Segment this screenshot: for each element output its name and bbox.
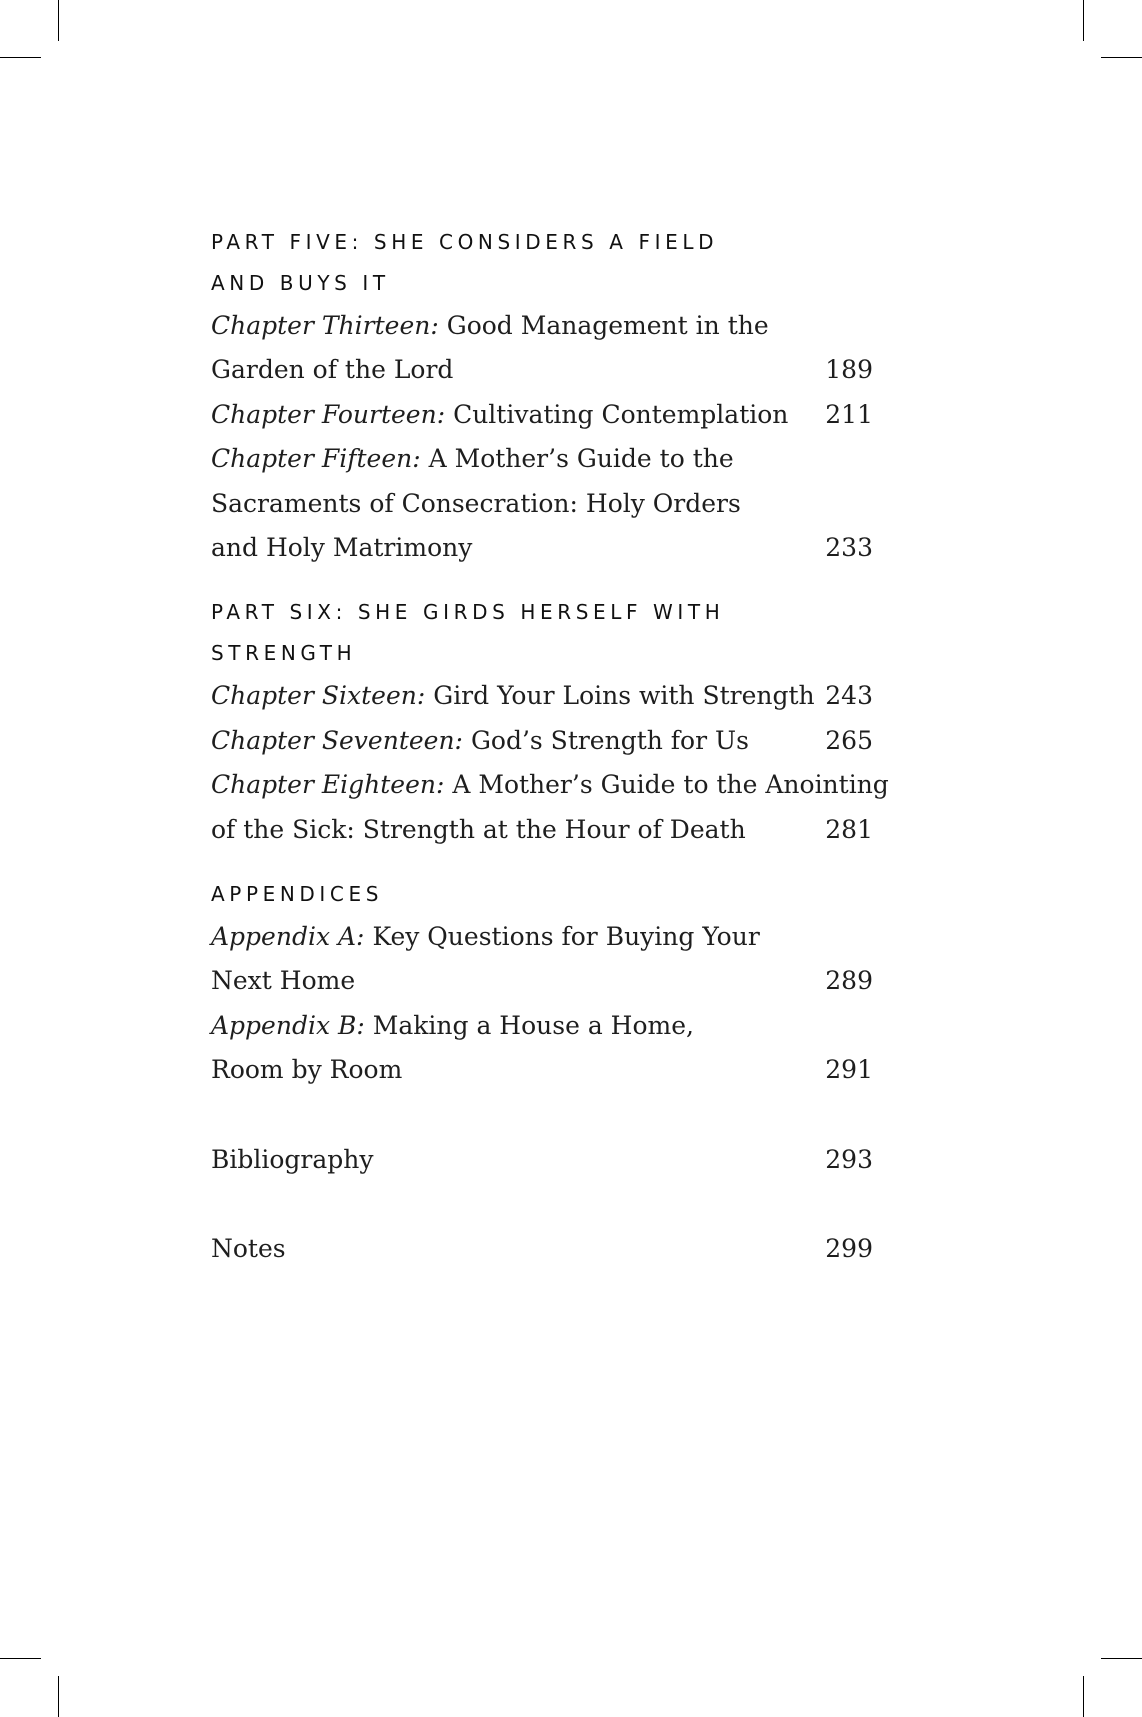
page-number: 233 [825, 533, 873, 563]
toc-entry[interactable]: Chapter Fourteen: Cultivating Contemplation 211 [211, 393, 873, 437]
crop-mark [1083, 1676, 1084, 1717]
page-number: 289 [825, 966, 873, 996]
page-number: 299 [825, 1234, 873, 1264]
page-number: 189 [825, 355, 873, 385]
page-number: 211 [825, 399, 873, 429]
page-number: 243 [825, 681, 873, 711]
crop-mark [1083, 0, 1084, 41]
toc-entry[interactable]: Chapter Sixteen: Gird Your Loins with Strength 243 [211, 674, 873, 718]
page-number: 265 [825, 725, 873, 755]
chapter-label: Chapter Fifteen: [211, 444, 421, 474]
toc-entry-bibliography[interactable]: Bibliography 293 [211, 1138, 873, 1182]
chapter-label: Chapter Eighteen: [211, 770, 445, 800]
toc-entry[interactable]: Chapter Eighteen: A Mother’s Guide to the Anointing of the Sick: Strength at the Hour of Death 281 [211, 763, 873, 852]
part-heading: PART SIX: SHE GIRDS HERSELF WITH STRENGTH [211, 600, 725, 666]
chapter-label: Chapter Sixteen: [211, 681, 426, 711]
toc-entry[interactable]: Chapter Fifteen: A Mother’s Guide to the Sacraments of Consecration: Holy Orders and Holy Matrimony 233 [211, 437, 873, 570]
crop-mark [1101, 1658, 1142, 1659]
toc-entry-notes[interactable]: Notes 299 [211, 1227, 873, 1271]
toc-entry[interactable]: Chapter Seventeen: God’s Strength for Us 265 [211, 719, 873, 763]
page-number: 291 [825, 1055, 873, 1085]
chapter-label: Chapter Seventeen: [211, 725, 463, 755]
crop-mark [58, 0, 59, 41]
part-heading: PART FIVE: SHE CONSIDERS A FIELD AND BUYS IT [211, 230, 719, 295]
crop-mark [1101, 57, 1142, 58]
part-heading: APPENDICES [211, 882, 383, 907]
crop-mark [0, 1658, 41, 1659]
crop-mark [58, 1676, 59, 1717]
chapter-label: Chapter Thirteen: [211, 311, 439, 340]
page-number: 293 [825, 1144, 873, 1174]
chapter-label: Chapter Fourteen: [211, 399, 446, 429]
page-number: 281 [825, 814, 873, 844]
toc-entry[interactable]: Appendix B: Making a House a Home, Room by Room 291 [211, 1004, 873, 1093]
appendix-label: Appendix B: [211, 1010, 365, 1040]
toc-entry[interactable]: Appendix A: Key Questions for Buying Your Next Home 289 [211, 915, 873, 1004]
table-of-contents [211, 222, 889, 1272]
toc-entry[interactable]: Chapter Thirteen: Good Management in the Garden of the Lord 189 [211, 304, 873, 393]
appendix-label: Appendix A: [211, 922, 365, 952]
crop-mark [0, 57, 41, 58]
